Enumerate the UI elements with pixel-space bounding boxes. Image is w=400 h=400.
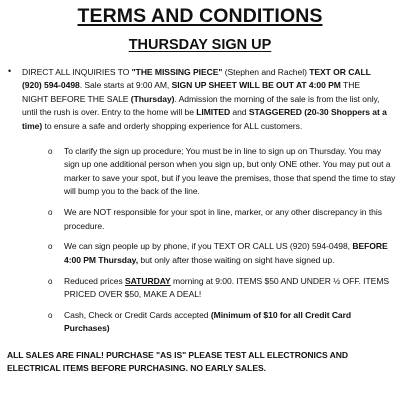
list-item-text: We are NOT responsible for your spot in line, marker, or any other discrepancy in this procedure.: [64, 207, 382, 231]
sign-up-time: SIGN UP SHEET WILL BE OUT AT 4:00 PM: [171, 80, 341, 91]
list-item-text: [64, 276, 389, 299]
night-before-text: THE NIGHT BEFORE THE SALE: [22, 80, 361, 104]
staggered-text: STAGGERED (20-30 Shoppers at a time): [22, 107, 387, 131]
and-text: and: [230, 107, 249, 118]
phone-signup-note: but only after those waiting on sight have signed up.: [138, 254, 335, 265]
list-item: [48, 275, 396, 302]
business-name: "THE MISSING PIECE": [131, 67, 223, 77]
section-subtitle: THURSDAY SIGN UP: [128, 37, 272, 53]
circle-bullet-icon: o: [48, 311, 53, 321]
payment-text: Cash, Check or Credit Cards accepted: [64, 310, 211, 321]
list-item-text: To clarify the sign up procedure; You must be in line to sign up on Thursday. You may sign up one additional person when you sign up, but only ONE other. You may put out a marker to save your spot, but if you leave the premises, those that spend the time to stay will bump you to the back of the line.: [64, 146, 396, 197]
main-paragraph: [22, 66, 388, 133]
sales-final-notice: ALL SALES ARE FINAL! PURCHASE "AS IS" PLEASE TEST ALL ELECTRONICS AND ELECTRICAL ITEMS BEFORE PURCHASING. NO EARLY SALES.: [7, 350, 349, 374]
sign-up-day: (Thursday): [130, 93, 175, 104]
list-item: [48, 145, 396, 199]
contact-phone: TEXT OR CALL (920) 594-0498: [22, 67, 371, 91]
discount-text: morning at 9:00. ITEMS $50 AND UNDER ½ OFF. ITEMS PRICED OVER $50, MAKE A DEAL!: [64, 275, 390, 300]
page-title: TERMS AND CONDITIONS: [77, 5, 323, 27]
circle-bullet-icon: o: [48, 208, 53, 218]
circle-bullet-icon: o: [48, 276, 53, 286]
procedure-list: [48, 145, 396, 343]
inquiry-text: DIRECT ALL INQUIRIES TO: [22, 67, 132, 77]
circle-bullet-icon: o: [48, 242, 53, 252]
sale-start-text: . Sale starts at 9:00 AM,: [79, 80, 172, 91]
admission-text: . Admission the morning of the sale is from the list only, until the rush is over. Entry to the home will be: [22, 93, 380, 118]
reduced-prices-text: Reduced prices: [64, 275, 126, 286]
phone-signup-deadline: BEFORE 4:00 PM Thursday,: [64, 241, 388, 265]
credit-card-minimum: (Minimum of $10 for all Credit Card Purchases): [64, 310, 352, 334]
contact-names: (Stephen and Rachel): [222, 67, 310, 77]
safety-text: to ensure a safe and orderly shopping experience for ALL customers.: [42, 120, 303, 131]
list-item-text: [64, 241, 388, 264]
list-item: [48, 309, 396, 336]
saturday-text: SATURDAY: [125, 275, 171, 286]
phone-signup-text: We can sign people up by phone, if you TEXT OR CALL US (920) 594-0498,: [64, 241, 353, 252]
list-item-text: [64, 310, 351, 333]
circle-bullet-icon: o: [48, 147, 53, 156]
main-bullet-icon: •: [8, 66, 12, 76]
limited-text: LIMITED: [196, 107, 231, 118]
list-item: [48, 240, 396, 267]
list-item: [48, 206, 396, 233]
